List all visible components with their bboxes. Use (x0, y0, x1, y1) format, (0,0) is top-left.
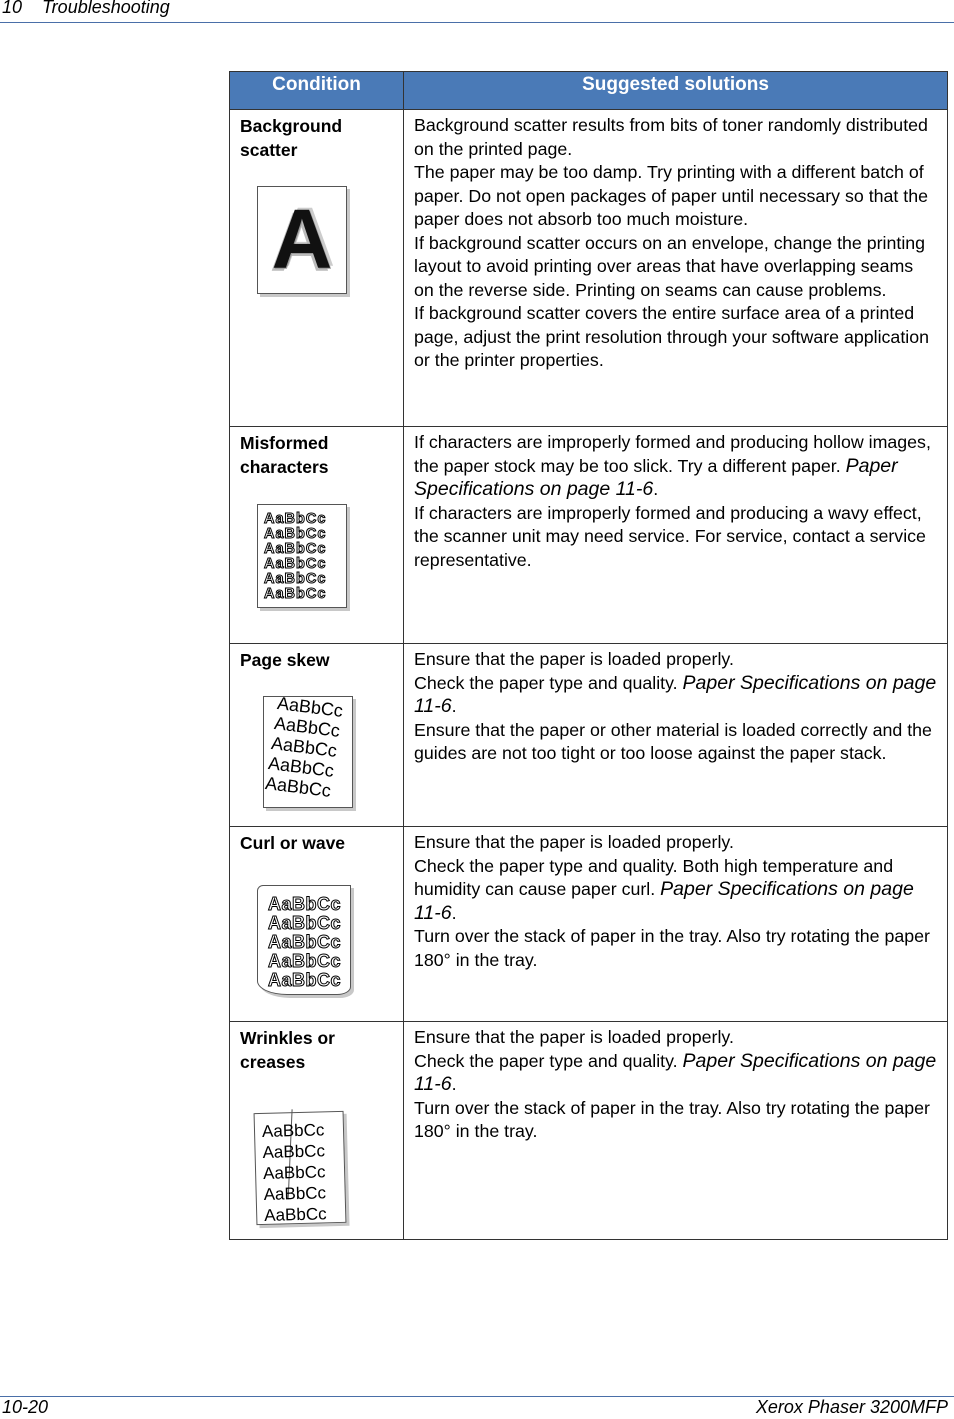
row-illustration (246, 1088, 346, 1225)
sample-text-line: AaBbCc (268, 932, 342, 952)
paper-specifications-link[interactable]: Paper Specifications on page 11-6 (414, 878, 914, 924)
paper-specifications-link[interactable]: Paper Specifications on page 11-6 (414, 454, 898, 500)
chapter-title: 10 Troubleshooting (2, 0, 170, 17)
wrinkled-paper-icon (254, 1111, 347, 1225)
sample-text-line: AaBbCc (263, 1204, 327, 1225)
condition-label: Page skew (240, 650, 330, 670)
sample-text-line: AaBbCc (261, 1120, 325, 1141)
table-row (230, 110, 948, 427)
condition-label: Misformed characters (240, 433, 329, 477)
solution-text (404, 827, 947, 972)
sample-text-line: AaBbCc (264, 556, 327, 572)
solution-punctuation: . (451, 1074, 457, 1094)
row-illustration (246, 869, 346, 990)
sample-text-line: AaBbCc (264, 773, 333, 801)
solution-paragraph: Ensure that the paper is loaded properly. (414, 1027, 734, 1047)
table-row (230, 827, 948, 1022)
sample-text-line: AaBbCc (264, 586, 327, 602)
sample-text-line: AaBbCc (267, 753, 336, 781)
skewed-text-icon (263, 693, 353, 808)
sample-text-line: AaBbCc (264, 511, 327, 527)
page-footer (0, 1396, 954, 1419)
sample-text-line: AaBbCc (262, 1162, 326, 1183)
curled-paper-icon (257, 885, 351, 995)
sample-text-line: AaBbCc (263, 1183, 327, 1204)
condition-label: Curl or wave (240, 833, 346, 853)
page-header (0, 0, 954, 23)
condition-column-header: Condition (230, 72, 404, 110)
solution-paragraph: If background scatter occurs on an envelope, change the printing layout to avoid printing over areas that have overlapping seams on the reverse side. Printing on seams can cause problems. (414, 232, 926, 300)
sample-text-line: AaBbCc (268, 913, 342, 933)
solutions-column-header: Suggested solutions (404, 72, 948, 110)
sample-text-line: AaBbCc (262, 1141, 326, 1162)
sample-text-line: AaBbCc (264, 526, 327, 542)
solution-punctuation: . (653, 479, 659, 499)
table-row (230, 427, 948, 644)
solution-paragraph: Ensure that the paper or other material is loaded correctly and the guides are not too tight or too loose against the paper stack. (414, 719, 932, 763)
product-name: Xerox Phaser 3200MFP (755, 1397, 948, 1417)
solution-paragraph: Ensure that the paper is loaded properly. (414, 649, 734, 669)
table-row (230, 1022, 948, 1240)
solution-paragraph (414, 855, 937, 926)
sample-text-line: AaBbCc (270, 733, 339, 761)
solution-text (404, 427, 947, 572)
sample-text-line: AaBbCc (268, 894, 342, 914)
letter-a-scatter-icon (257, 186, 347, 294)
row-illustration (246, 176, 346, 286)
paper-specifications-link[interactable]: Paper Specifications on page 11-6 (414, 1049, 937, 1095)
solution-paragraph: If background scatter covers the entire surface area of a printed page, adjust the print resolution through your software application or the printer properties. (414, 303, 929, 370)
solution-paragraph (414, 1050, 937, 1097)
table-row (230, 644, 948, 827)
solution-paragraph: The paper may be too damp. Try printing with a different batch of paper. Do not open packages of paper until necessary so that the paper does not absorb too much moisture. (414, 162, 929, 229)
sample-text-line: AaBbCc (268, 951, 342, 971)
misformed-text-icon (257, 504, 347, 608)
scatter-sample-letter: A (271, 192, 333, 286)
solution-text (404, 1022, 947, 1144)
solution-paragraph (414, 672, 937, 719)
solution-punctuation: . (451, 696, 457, 716)
solution-text (404, 644, 947, 766)
table-header-row (230, 72, 948, 110)
paper-specifications-link[interactable]: Paper Specifications on page 11-6 (414, 671, 937, 717)
page-number: 10-20 (2, 1397, 49, 1417)
solution-sentence: Check the paper type and quality. (414, 672, 678, 693)
solution-punctuation: . (451, 902, 457, 923)
condition-label: Wrinkles or creases (240, 1028, 335, 1072)
row-illustration (246, 493, 346, 603)
solution-sentence: Check the paper type and quality. Both high temperature and humidity can cause paper curl. (414, 855, 894, 899)
condition-label: Background scatter (240, 116, 343, 160)
solution-paragraph: If characters are improperly formed and producing a wavy effect, the scanner unit may need service. For service, contact a service representative. (414, 502, 926, 570)
solution-sentence: Check the paper type and quality. (414, 1050, 678, 1071)
sample-text-line: AaBbCc (264, 571, 327, 587)
solution-paragraph (414, 431, 937, 502)
solution-paragraph: Turn over the stack of paper in the tray. Also try rotating the paper 180° in the tray. (414, 926, 930, 970)
sample-text-line: AaBbCc (276, 693, 345, 721)
solution-paragraph: Turn over the stack of paper in the tray. Also try rotating the paper 180° in the tray. (414, 1097, 930, 1141)
troubleshooting-table (229, 71, 948, 1240)
solution-sentence: If characters are improperly formed and producing hollow images, the paper stock may be too slick. Try a different paper. (414, 432, 931, 476)
solution-paragraph: Ensure that the paper is loaded properly. (414, 832, 734, 852)
row-illustration (246, 686, 346, 801)
sample-text-line: AaBbCc (273, 713, 342, 741)
sample-text-line: AaBbCc (268, 970, 342, 990)
solution-text (404, 110, 947, 373)
sample-text-line: AaBbCc (264, 541, 327, 557)
solution-paragraph: Background scatter results from bits of toner randomly distributed on the printed page. (414, 115, 928, 159)
